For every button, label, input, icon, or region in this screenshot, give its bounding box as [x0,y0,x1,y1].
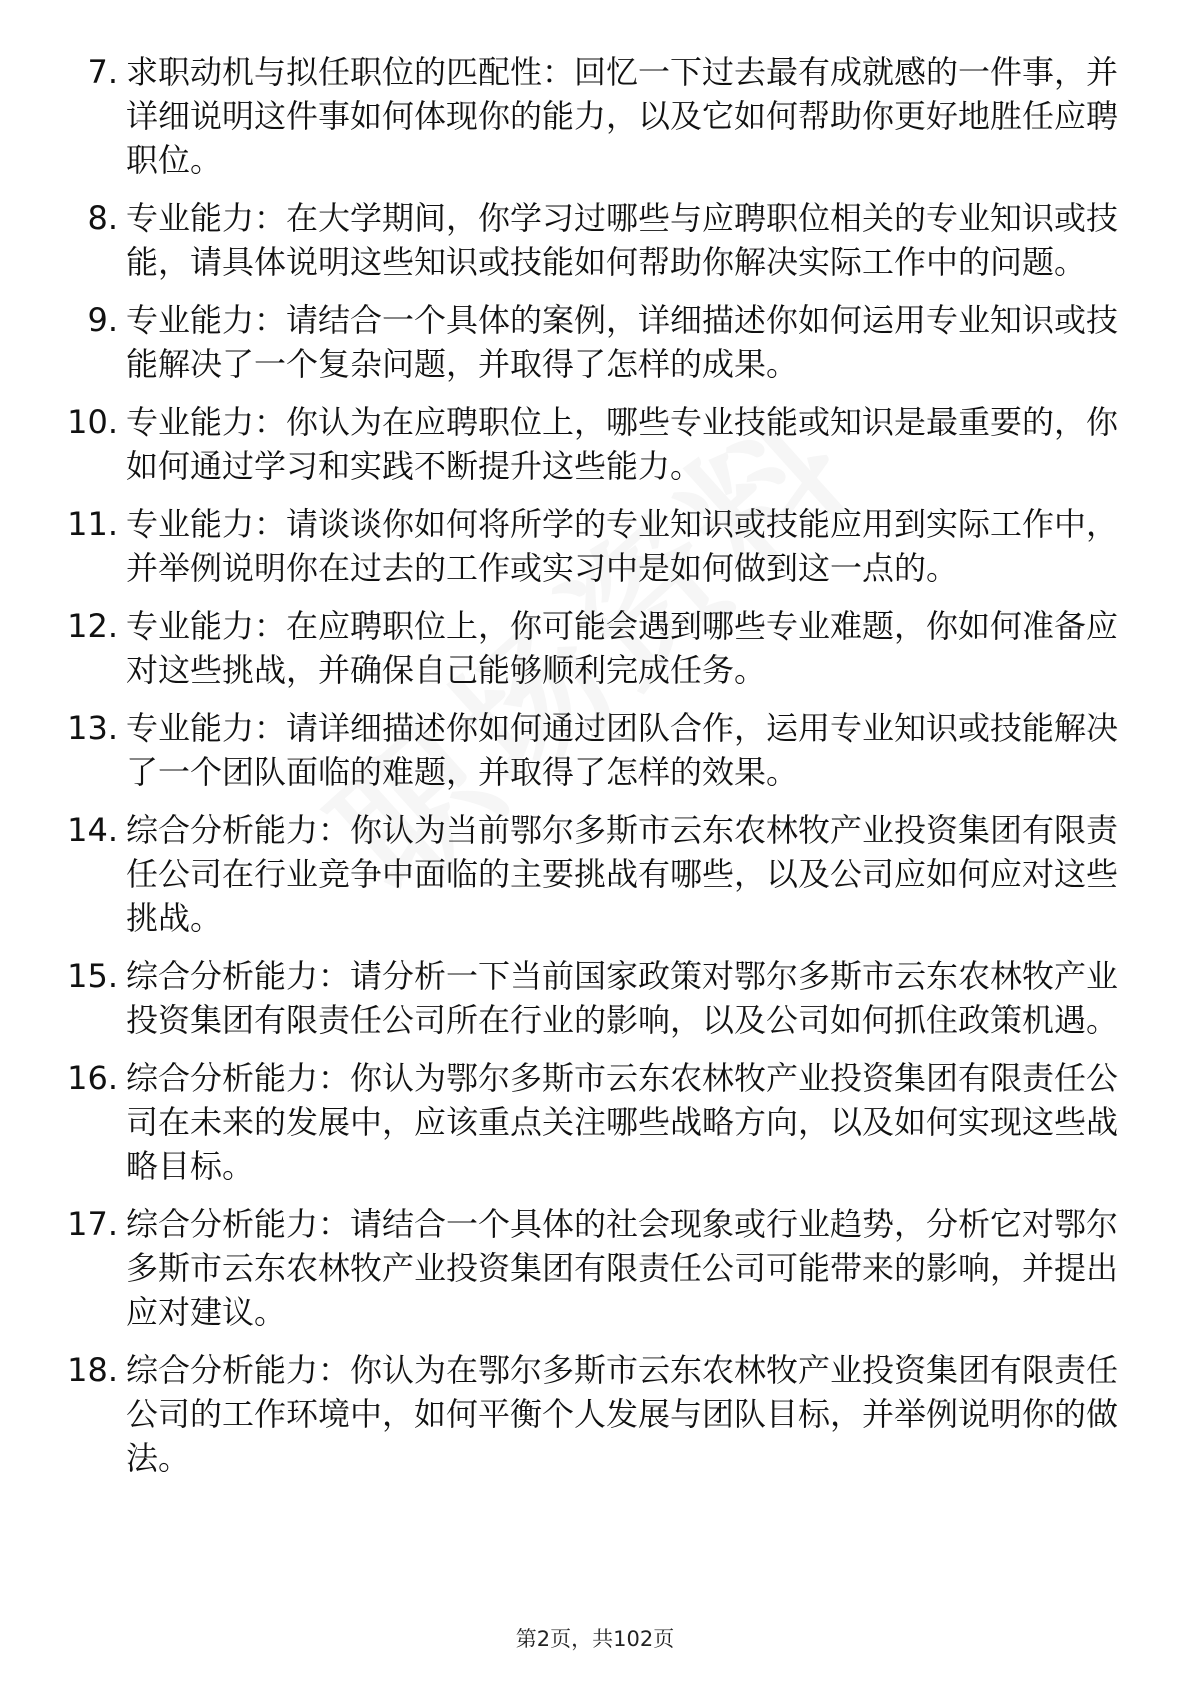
question-text: 专业能力：请详细描述你如何通过团队合作，运用专业知识或技能解决了一个团队面临的难题，并取得了怎样的效果。 [126,709,1119,791]
question-number: 8. [87,199,118,237]
question-item [56,954,1120,1042]
question-item [56,400,1120,488]
question-number: 10. [67,403,118,441]
question-text: 专业能力：请谈谈你如何将所学的专业知识或技能应用到实际工作中，并举例说明你在过去的工作或实习中是如何做到这一点的。 [126,505,1119,587]
question-number: 7. [87,53,118,91]
question-list [56,50,1120,1494]
page-footer: 第2页，共102页 [515,1627,675,1651]
question-number: 12. [67,607,118,645]
question-number: 15. [67,957,118,995]
question-item [56,502,1120,590]
question-text: 专业能力：请结合一个具体的案例，详细描述你如何运用专业知识或技能解决了一个复杂问题，并取得了怎样的成果。 [126,301,1119,383]
question-number: 9. [87,301,118,339]
question-text: 综合分析能力：你认为鄂尔多斯市云东农林牧产业投资集团有限责任公司在未来的发展中，应该重点关注哪些战略方向，以及如何实现这些战略目标。 [126,1059,1119,1185]
question-text: 综合分析能力：你认为在鄂尔多斯市云东农林牧产业投资集团有限责任公司的工作环境中，如何平衡个人发展与团队目标，并举例说明你的做法。 [126,1351,1119,1477]
question-item [56,196,1120,284]
question-number: 18. [67,1351,118,1389]
question-item [56,604,1120,692]
question-text: 综合分析能力：你认为当前鄂尔多斯市云东农林牧产业投资集团有限责任公司在行业竞争中面临的主要挑战有哪些，以及公司应如何应对这些挑战。 [126,811,1119,937]
question-text: 求职动机与拟任职位的匹配性：回忆一下过去最有成就感的一件事，并详细说明这件事如何体现你的能力，以及它如何帮助你更好地胜任应聘职位。 [126,53,1119,179]
question-item [56,298,1120,386]
question-item [56,1056,1120,1188]
question-number: 14. [67,811,118,849]
question-text: 专业能力：在应聘职位上，你可能会遇到哪些专业难题，你如何准备应对这些挑战，并确保自己能够顺利完成任务。 [126,607,1119,689]
question-text: 专业能力：在大学期间，你学习过哪些与应聘职位相关的专业知识或技能，请具体说明这些知识或技能如何帮助你解决实际工作中的问题。 [126,199,1119,281]
question-item [56,1348,1120,1480]
question-item [56,706,1120,794]
question-text: 综合分析能力：请结合一个具体的社会现象或行业趋势，分析它对鄂尔多斯市云东农林牧产业投资集团有限责任公司可能带来的影响，并提出应对建议。 [126,1205,1119,1331]
question-number: 13. [67,709,118,747]
question-number: 11. [67,505,118,543]
question-text: 专业能力：你认为在应聘职位上，哪些专业技能或知识是最重要的，你如何通过学习和实践不断提升这些能力。 [126,403,1119,485]
question-item [56,808,1120,940]
question-number: 17. [67,1205,118,1243]
question-item [56,50,1120,182]
question-item [56,1202,1120,1334]
question-number: 16. [67,1059,118,1097]
question-text: 综合分析能力：请分析一下当前国家政策对鄂尔多斯市云东农林牧产业投资集团有限责任公司所在行业的影响，以及公司如何抓住政策机遇。 [126,957,1119,1039]
